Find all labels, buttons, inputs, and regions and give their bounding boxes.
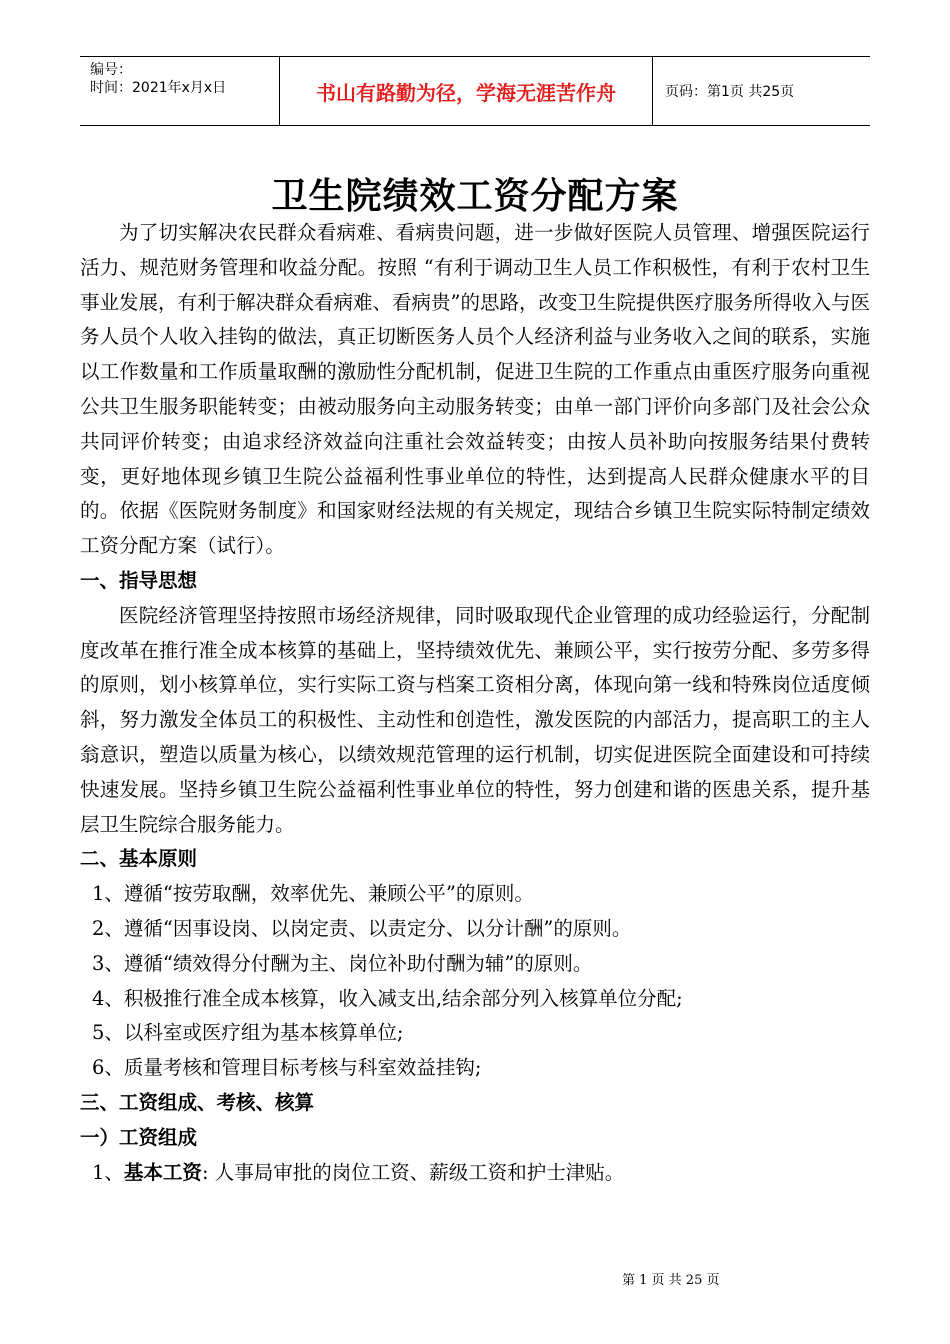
salary-item-label: 基本工资: [123, 1160, 202, 1184]
section2-heading: 二、基本原则: [80, 847, 198, 871]
principle-item: 5、以科室或医疗组为基本核算单位;: [92, 1021, 404, 1045]
header-table: [80, 56, 870, 126]
principle-item: 6、质量考核和管理目标考核与科室效益挂钩;: [92, 1056, 482, 1080]
section1-heading: 一、指导思想: [80, 568, 198, 592]
principle-item: 1、遵循“按劳取酬，效率优先、兼顾公平”的原则。: [92, 882, 534, 906]
document-body: [80, 216, 870, 1190]
time-label: 时间：2021年x月x日: [90, 80, 227, 96]
section1-paragraph: 医院经济管理坚持按照市场经济规律，同时吸取现代企业管理的成功经验运行，分配制度改革在推行准全成本核算的基础上，坚持绩效优先、兼顾公平，实行按劳分配、多劳多得的原则，划小核算单位，实行实际工资与档案工资相分离，体现向第一线和特殊岗位适度倾斜，努力激发全体员工的积极性、主动性和创造性，激发医院的内部活力，提高职工的主人翁意识，塑造以质量为核心，以绩效规范管理的运行机制，切实促进医院全面建设和可持续快速发展。坚持乡镇卫生院公益福利性事业单位的特性，努力创建和谐的医患关系，提升基层卫生院综合服务能力。: [80, 603, 870, 836]
salary-item: [80, 1156, 870, 1191]
intro-paragraph: 为了切实解决农民群众看病难、看病贵问题，进一步做好医院人员管理、增强医院运行活力、规范财务管理和收益分配。按照 “有利于调动卫生人员工作积极性，有利于农村卫生事业发展，有利于解决群众看病难、看病贵”的思路，改变卫生院提供医疗服务所得收入与医务人员个人收入挂钩的做法，真正切断医务人员个人经济利益与业务收入之间的联系，实施以工作数量和工作质量取酬的激励性分配机制，促进卫生院的工作重点由重医疗服务向重视公共卫生服务职能转变；由被动服务向主动服务转变；由单一部门评价向多部门及社会公众共同评价转变；由追求经济效益向注重社会效益转变；由按人员补助向按服务结果付费转变，更好地体现乡镇卫生院公益福利性事业单位的特性，达到提高人民群众健康水平的目的。依据《医院财务制度》和国家财经法规的有关规定，现结合乡镇卫生院实际特制定绩效工资分配方案（试行）。: [80, 221, 870, 558]
header-page-label: 页码：第1页 共25页: [665, 84, 795, 100]
subsection1-heading: 一）工资组成: [80, 1125, 198, 1149]
page-footer: 第 1 页 共 25 页: [622, 1273, 720, 1288]
principle-item: 2、遵循“因事设岗、以岗定责、以责定分、以分计酬”的原则。: [92, 916, 632, 940]
principle-item: 3、遵循“绩效得分付酬为主、岗位补助付酬为辅”的原则。: [92, 951, 593, 975]
header-meta: [80, 57, 280, 125]
document-title: 卫生院绩效工资分配方案: [271, 176, 679, 217]
salary-item-text: : 人事局审批的岗位工资、薪级工资和护士津贴。: [201, 1160, 625, 1184]
number-label: 编号：: [90, 62, 132, 78]
principle-item: 4、积极推行准全成本核算，收入减支出,结余部分列入核算单位分配;: [92, 986, 683, 1010]
salary-item-number: 1、: [92, 1160, 124, 1184]
header-motto: 书山有路勤为径，学海无涯苦作舟: [280, 57, 653, 125]
section3-heading: 三、工资组成、考核、核算: [80, 1090, 315, 1114]
